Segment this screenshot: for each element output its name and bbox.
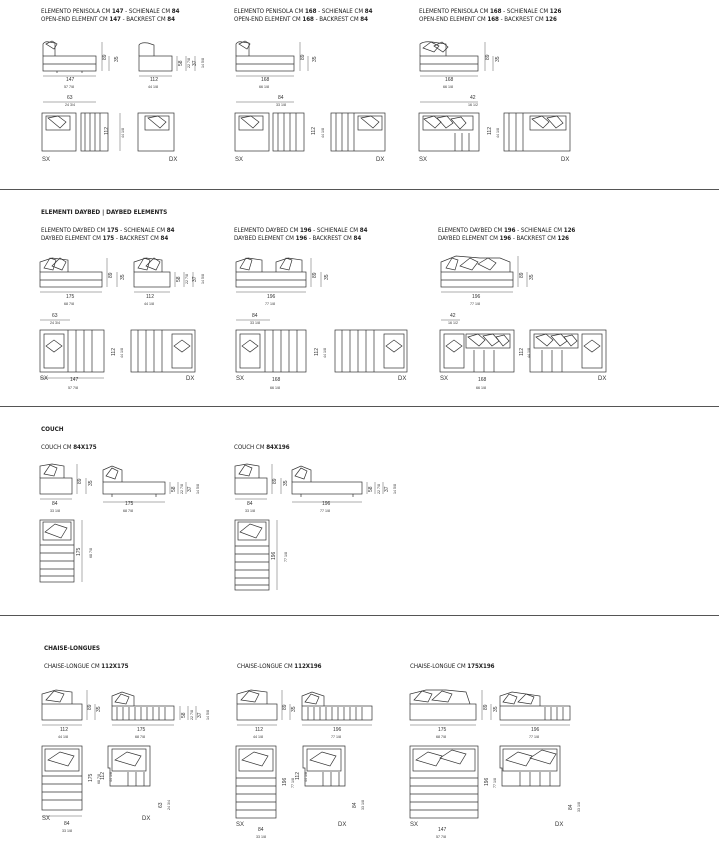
svg-text:44 1/8: 44 1/8: [120, 348, 124, 358]
svg-text:35: 35: [324, 274, 330, 280]
svg-text:SX: SX: [40, 376, 49, 382]
svg-text:DX: DX: [398, 376, 407, 382]
svg-text:112: 112: [295, 772, 301, 780]
svg-text:58: 58: [368, 486, 374, 492]
svg-text:58: 58: [176, 276, 182, 282]
svg-text:DX: DX: [598, 376, 607, 382]
block-title-day196b: ELEMENTO DAYBED CM 196 - SCHIENALE CM 126 DAYBED ELEMENT CM 196 - BACKREST CM 126: [438, 227, 576, 242]
svg-text:77 1/8: 77 1/8: [529, 735, 539, 739]
svg-text:89: 89: [312, 272, 318, 278]
svg-text:37: 37: [192, 60, 198, 66]
svg-text:84: 84: [258, 827, 264, 833]
dim-35: 35: [114, 56, 120, 62]
svg-text:14 5/8: 14 5/8: [196, 484, 200, 494]
svg-text:35: 35: [529, 274, 535, 280]
svg-text:196: 196: [472, 294, 481, 300]
svg-text:77 1/8: 77 1/8: [291, 778, 295, 788]
svg-text:35: 35: [493, 706, 499, 712]
svg-text:66 1/8: 66 1/8: [476, 386, 486, 390]
svg-text:58: 58: [178, 60, 184, 66]
svg-text:37: 37: [384, 486, 390, 492]
svg-text:SX: SX: [236, 822, 245, 828]
svg-text:77 1/8: 77 1/8: [284, 552, 288, 562]
svg-text:77 1/8: 77 1/8: [470, 302, 480, 306]
svg-text:66 1/8: 66 1/8: [270, 386, 280, 390]
svg-text:112: 112: [314, 348, 320, 356]
svg-text:112: 112: [100, 772, 106, 780]
svg-text:89: 89: [519, 272, 525, 278]
svg-text:14 5/8: 14 5/8: [393, 484, 397, 494]
dim-89: 89: [102, 54, 108, 60]
svg-text:DX: DX: [555, 822, 564, 828]
svg-text:112: 112: [111, 348, 117, 356]
svg-text:33 1/8: 33 1/8: [577, 802, 581, 812]
svg-text:84: 84: [52, 501, 58, 507]
svg-text:14 5/8: 14 5/8: [201, 58, 205, 68]
block-title-pen168: ELEMENTO PENISOLA CM 168 - SCHIENALE CM 84 OPEN-END ELEMENT CM 168 - BACKREST CM 84: [234, 8, 373, 23]
svg-text:168: 168: [478, 377, 487, 383]
svg-text:SX: SX: [42, 816, 51, 822]
svg-text:44 1/8: 44 1/8: [253, 735, 263, 739]
svg-text:33 1/8: 33 1/8: [256, 835, 266, 839]
svg-text:DX: DX: [186, 376, 195, 382]
section-heading-couch: COUCH: [41, 425, 64, 433]
chaise-title-175x196: CHAISE-LONGUE CM 175X196: [410, 663, 495, 670]
svg-text:DX: DX: [338, 822, 347, 828]
svg-text:58: 58: [181, 712, 187, 718]
chaise-title-112x175: CHAISE-LONGUE CM 112X175: [44, 663, 129, 670]
svg-text:44 1/8: 44 1/8: [321, 128, 325, 138]
svg-text:SX: SX: [419, 157, 428, 163]
svg-text:68 7/8: 68 7/8: [123, 509, 133, 513]
svg-text:175: 175: [76, 547, 82, 556]
svg-text:175: 175: [137, 727, 146, 733]
svg-text:112: 112: [255, 727, 263, 733]
svg-text:24 3/4: 24 3/4: [167, 800, 171, 810]
svg-text:196: 196: [333, 727, 342, 733]
block-title-pen147: ELEMENTO PENISOLA CM 147 - SCHIENALE CM 84 OPEN-END ELEMENT CM 147 - BACKREST CM 84: [41, 8, 180, 23]
svg-text:63: 63: [67, 95, 73, 101]
label-sx: SX: [42, 157, 51, 163]
svg-text:57 7/8: 57 7/8: [436, 835, 446, 839]
svg-text:44 1/8: 44 1/8: [496, 128, 500, 138]
svg-text:112: 112: [60, 727, 68, 733]
svg-text:89: 89: [485, 54, 491, 60]
svg-text:37: 37: [197, 712, 203, 718]
svg-text:68 7/8: 68 7/8: [97, 774, 101, 784]
svg-text:35: 35: [291, 706, 297, 712]
svg-text:68 7/8: 68 7/8: [64, 302, 74, 306]
svg-text:33 1/8: 33 1/8: [50, 509, 60, 513]
svg-text:22 7/8: 22 7/8: [190, 710, 194, 720]
svg-text:168: 168: [272, 377, 281, 383]
svg-text:84: 84: [64, 821, 70, 827]
svg-text:168: 168: [261, 77, 270, 83]
svg-text:DX: DX: [561, 157, 570, 163]
svg-text:112: 112: [311, 127, 317, 135]
svg-text:66 1/8: 66 1/8: [259, 85, 269, 89]
svg-text:77 1/8: 77 1/8: [320, 509, 330, 513]
svg-text:44 1/8: 44 1/8: [144, 302, 154, 306]
svg-text:89: 89: [272, 478, 278, 484]
svg-text:33 1/8: 33 1/8: [245, 509, 255, 513]
chaise-title-112x196: CHAISE-LONGUE CM 112X196: [237, 663, 322, 670]
svg-text:89: 89: [77, 478, 83, 484]
svg-text:175: 175: [66, 294, 75, 300]
svg-text:22 7/8: 22 7/8: [185, 274, 189, 284]
svg-text:196: 196: [271, 551, 277, 560]
dim-147-in: 57 7/8: [64, 85, 74, 89]
svg-text:33 1/8: 33 1/8: [62, 829, 72, 833]
svg-text:SX: SX: [440, 376, 449, 382]
svg-text:44 1/8: 44 1/8: [58, 735, 68, 739]
svg-text:14 5/8: 14 5/8: [206, 710, 210, 720]
svg-text:35: 35: [312, 56, 318, 62]
couch-title-196: COUCH CM 84X196: [234, 444, 290, 451]
section-heading-daybed: ELEMENTI DAYBED | DAYBED ELEMENTS: [41, 208, 168, 216]
svg-text:112: 112: [104, 127, 110, 135]
svg-text:68 7/8: 68 7/8: [89, 548, 93, 558]
couch-title-175: COUCH CM 84X175: [41, 444, 97, 451]
svg-text:16 1/2: 16 1/2: [448, 321, 458, 325]
svg-text:58: 58: [171, 486, 177, 492]
svg-text:33 1/8: 33 1/8: [276, 103, 286, 107]
svg-text:57 7/8: 57 7/8: [68, 386, 78, 390]
svg-text:44 1/8: 44 1/8: [323, 348, 327, 358]
svg-text:84: 84: [352, 802, 358, 808]
drawing-chaise-112x175: [42, 690, 196, 816]
svg-text:196: 196: [267, 294, 276, 300]
svg-text:89: 89: [483, 704, 489, 710]
svg-text:112: 112: [146, 294, 154, 300]
svg-text:196: 196: [282, 777, 288, 786]
svg-text:22 7/8: 22 7/8: [180, 484, 184, 494]
svg-text:42: 42: [470, 95, 476, 101]
svg-text:68 7/8: 68 7/8: [436, 735, 446, 739]
svg-text:35: 35: [96, 706, 102, 712]
svg-text:SX: SX: [235, 157, 244, 163]
svg-text:33 1/8: 33 1/8: [250, 321, 260, 325]
svg-text:175: 175: [88, 773, 94, 782]
svg-text:44 1/8: 44 1/8: [121, 128, 125, 138]
svg-text:37: 37: [192, 276, 198, 282]
svg-text:44 1/8: 44 1/8: [109, 772, 113, 782]
dim-112-in: 44 1/8: [148, 85, 158, 89]
svg-text:SX: SX: [410, 822, 419, 828]
svg-text:196: 196: [484, 777, 490, 786]
svg-text:84: 84: [247, 501, 253, 507]
svg-text:35: 35: [120, 274, 126, 280]
dim-147: 147: [66, 77, 75, 83]
block-title-day175: ELEMENTO DAYBED CM 175 - SCHIENALE CM 84 DAYBED ELEMENT CM 175 - BACKREST CM 84: [41, 227, 175, 242]
block-title-pen168b: ELEMENTO PENISOLA CM 168 - SCHIENALE CM 126 OPEN-END ELEMENT CM 168 - BACKREST CM 126: [419, 8, 562, 23]
drawing-chaise-112x196: [236, 690, 372, 818]
svg-text:196: 196: [322, 501, 331, 507]
svg-text:16 1/2: 16 1/2: [468, 103, 478, 107]
svg-text:196: 196: [531, 727, 540, 733]
svg-text:42: 42: [450, 313, 456, 319]
svg-text:44 1/8: 44 1/8: [304, 772, 308, 782]
svg-text:84: 84: [252, 313, 258, 319]
svg-text:35: 35: [88, 480, 94, 486]
svg-text:77 1/8: 77 1/8: [331, 735, 341, 739]
svg-text:66 1/8: 66 1/8: [443, 85, 453, 89]
svg-text:112: 112: [519, 348, 525, 356]
svg-text:84: 84: [568, 804, 574, 810]
svg-text:63: 63: [52, 313, 58, 319]
svg-text:89: 89: [87, 704, 93, 710]
svg-text:33 1/8: 33 1/8: [361, 800, 365, 810]
svg-text:24 3/4: 24 3/4: [50, 321, 60, 325]
svg-text:84: 84: [278, 95, 284, 101]
svg-text:147: 147: [70, 377, 79, 383]
svg-text:22 7/8: 22 7/8: [377, 484, 381, 494]
svg-text:89: 89: [282, 704, 288, 710]
svg-text:DX: DX: [376, 157, 385, 163]
svg-text:112: 112: [487, 127, 493, 135]
svg-text:89: 89: [300, 54, 306, 60]
svg-text:22 7/8: 22 7/8: [187, 58, 191, 68]
svg-text:SX: SX: [236, 376, 245, 382]
label-dx: DX: [169, 157, 178, 163]
svg-text:77 1/8: 77 1/8: [493, 778, 497, 788]
svg-text:89: 89: [108, 272, 114, 278]
drawing-chaise-175x196: [410, 690, 570, 818]
dim-112: 112: [150, 77, 158, 83]
svg-text:168: 168: [445, 77, 454, 83]
svg-text:44 1/8: 44 1/8: [527, 348, 531, 358]
svg-text:68 7/8: 68 7/8: [135, 735, 145, 739]
svg-text:24 3/4: 24 3/4: [65, 103, 75, 107]
section-heading-chaise: CHAISE-LONGUES: [44, 644, 100, 652]
block-title-day196: ELEMENTO DAYBED CM 196 - SCHIENALE CM 84 DAYBED ELEMENT CM 196 - BACKREST CM 84: [234, 227, 368, 242]
svg-text:175: 175: [438, 727, 447, 733]
svg-text:35: 35: [283, 480, 289, 486]
svg-text:37: 37: [187, 486, 193, 492]
svg-text:DX: DX: [142, 816, 151, 822]
svg-text:63: 63: [158, 802, 164, 808]
svg-text:147: 147: [438, 827, 447, 833]
svg-text:175: 175: [125, 501, 134, 507]
svg-text:14 5/8: 14 5/8: [201, 274, 205, 284]
svg-text:35: 35: [495, 56, 501, 62]
svg-text:77 1/8: 77 1/8: [265, 302, 275, 306]
